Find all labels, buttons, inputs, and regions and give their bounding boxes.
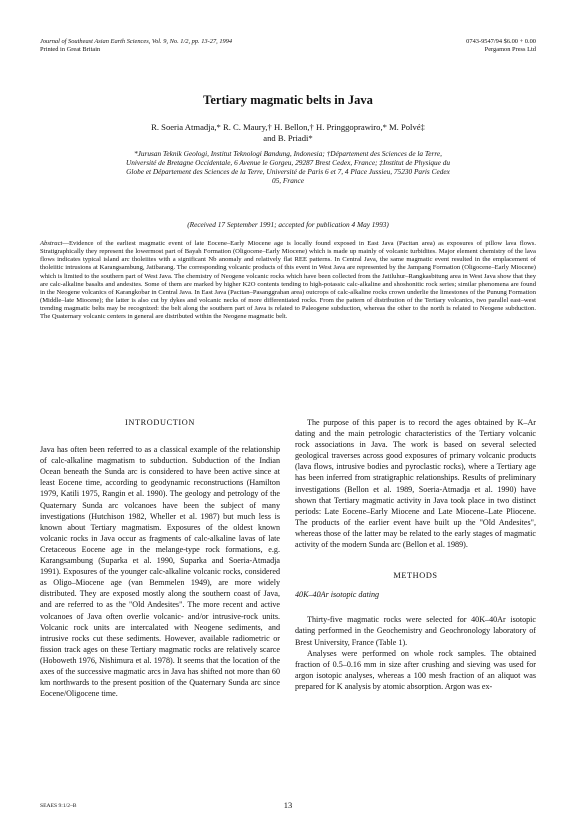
affiliation-line: Université de Bretagne Occidentale, 6 Avenue le Gorgeu, 29287 Brest Cedex, France; ‡Institut de Physique du: [125, 157, 451, 167]
issn-price: 0743-9547/94 $6.00 + 0.00: [466, 38, 536, 45]
section-heading-introduction: INTRODUCTION: [125, 418, 195, 427]
abstract-label: Abstract: [40, 240, 63, 247]
article-title: Tertiary magmatic belts in Java: [203, 93, 373, 107]
body-paragraph: Analyses were performed on whole rock samples. The obtained fraction of 0.5–0.16 mm in size after crushing and sieving was used for argon isotopic analyses, whereas a 100 mesh fraction of an aliquot was prepared for K analysis by atomic absorption. Argon was ex-: [295, 648, 536, 691]
body-paragraph: Java has often been referred to as a classical example of the relationship of calc-alkaline magmatism to subduction. Subduction of the Indian Ocean beneath the Sunda arc is considered to have been active since at least Eocene time, according to geodynamic reconstructions (Hamilton 1979, Katili 1975, Rangin et al. 1990). The geology and petrology of the Quaternary Sunda arc volcanoes have been the subject of many investigations (Hutchison 1982, Wheller et al. 1987) but much less is known about Tertiary magmatism. Exposures of the oldest known volcanic rocks in Java occur as fragments of calc-alkaline lavas of late Cretaceous Eocene age in the melange-type rock formations, e.g. Karangsambung (Suparka et al. 1990, Suparka and Soeria-Atmadja 1991). Exposures of the younger calc-alkaline volcanic rocks, considered as Oligo–Miocene age (van Bemmelen 1949), are more widely distributed. They are exposed mostly along the southern coast of Java, and are referred to as the "Old Andesites". The more recent and active volcanoes of Java often overlie volcanic- and/or intrusive-rock units. Volcanic rock units are intercalated with Neogene sediments, and intrusive rocks cut these sediments. However, available radiometric or fission track ages on these Tertiary magmatic rocks are relatively scarce (Hoboweth 1976, Nishimura et al. 1978). It seems that the location of the axes of the successive magmatic arcs in Java has shifted not more than 60 km northwards to the present position of the Quaternary Sunda arc since Eocene/Oligocene time.: [40, 445, 280, 699]
author-list: [80, 122, 496, 144]
body-paragraph: Thirty-five magmatic rocks were selected for 40K–40Ar isotopic dating performed in the Geochemistry and Geochronology laboratory of Brest University, France (Table 1).: [295, 615, 536, 647]
subsection-heading: 40K–40Ar isotopic dating: [295, 590, 380, 600]
affiliation-line: Globe et Département des Sciences de la Terre, Université de Paris 6 et 7, 4 Place Jussieu, 75230 Paris Cedex: [126, 166, 450, 176]
body-paragraph: The purpose of this paper is to record the ages obtained by K–Ar dating and the main petrologic characteristics of the Tertiary volcanic rock associations in Java. The work is based on several selected geological traverses across good exposures of primary volcanic products (lava flows, intrusive bodies and pyroclastic rocks), where a Tertiary age has been inferred from stratigraphic relationships. Results of preliminary investigations (Bellon et al. 1989, Soeria-Atmadja et al. 1990) have shown that Tertiary magmatic activity in Java took place in two distinct periods: Late Eocene–Early Miocene and Late Miocene–Late Pliocene. The products of the earlier event have built up the "Old Andesites", whereas those of the latter may be related to the early stages of magmatic activity of the modern Sunda arc (Bellon et al. 1989).: [295, 418, 536, 550]
abstract-text: —Evidence of the earliest magmatic event of late Eocene–Early Miocene age is locally found exposed in East Java (Pacitan area) as exposures of pillow lava flows. Stratigraphically they represent the lowermost part of Bayah Formation (Oligocene–Early Miocene) which is made up mainly of volcanic turbidites. Major element chemistry of the lava flows indicates typical island arc tholeiites with a significant Nb anomaly and relatively flat REE patterns. In Central Java, the same magmatic event resulted in the emplacement of tholeiitic intrusions at Karangsambung, Jatibarang. The corresponding volcanic products of this event in West Java are represented by the Jampang Formation (Oligocene–Early Miocene) which is limited to the southern part of West Java. The chemistry of Neogene volcanic rocks which have been collected from the Jatiluhur–Rangkasbitung area in West Java show that they are calc-alkaline basalts and andesites. Some of them are marked by higher K2O contents tending to high-potassic calc-alkaline and shoshonitic rock series; similar phenomena are found in the Neogene volcanics of Karangkobar in Central Java. In East Java (Pacitan–Pasanggrahan area) outcrops of calc-alkaline rocks crown underlie the limestones of the Punung Formation (Middle–late Miocene); the latter is also cut by dykes and volcanic necks of more differentiated rocks. From the pattern of distribution of the Tertiary volcanics, two parallel east–west trending magmatic belts may be recognized: the belt along the southern part of Java is related to Paleogene subduction, whereas the other to the north is related to Neogene subduction. The Quaternary volcanic centers in general are distributed within the Neogene magmatic belt.: [40, 240, 536, 321]
author-line-2: and B. Priadi*: [263, 133, 313, 143]
running-header-left: [40, 38, 232, 54]
affiliation-line: *Jurusan Teknik Geologi, Institut Teknologi Bandung, Indonesia; †Département des Sciences de la Terre,: [134, 149, 442, 158]
affiliations: [70, 150, 506, 186]
right-column: [295, 417, 536, 692]
printed-in: Printed in Great Britain: [40, 46, 101, 53]
abstract: [40, 240, 536, 322]
section-heading-methods: METHODS: [393, 571, 438, 581]
footer-code: SEAES 9:1/2–B: [40, 803, 77, 809]
journal-citation: Journal of Southeast Asian Earth Sciences, Vol. 9, No. 1/2, pp. 13-27, 1994: [40, 38, 233, 45]
received-dates: (Received 17 September 1991; accepted for publication 4 May 1993): [187, 220, 389, 229]
running-header-right: [466, 38, 536, 54]
left-column: [40, 417, 280, 699]
publisher: Pergamon Press Ltd: [484, 46, 536, 53]
author-line-1: R. Soeria Atmadja,* R. C. Maury,† H. Bellon,† H. Pringgoprawiro,* M. Polvé‡: [151, 122, 425, 132]
page-number: 13: [283, 800, 293, 810]
affiliation-line: 05, France: [271, 175, 305, 185]
